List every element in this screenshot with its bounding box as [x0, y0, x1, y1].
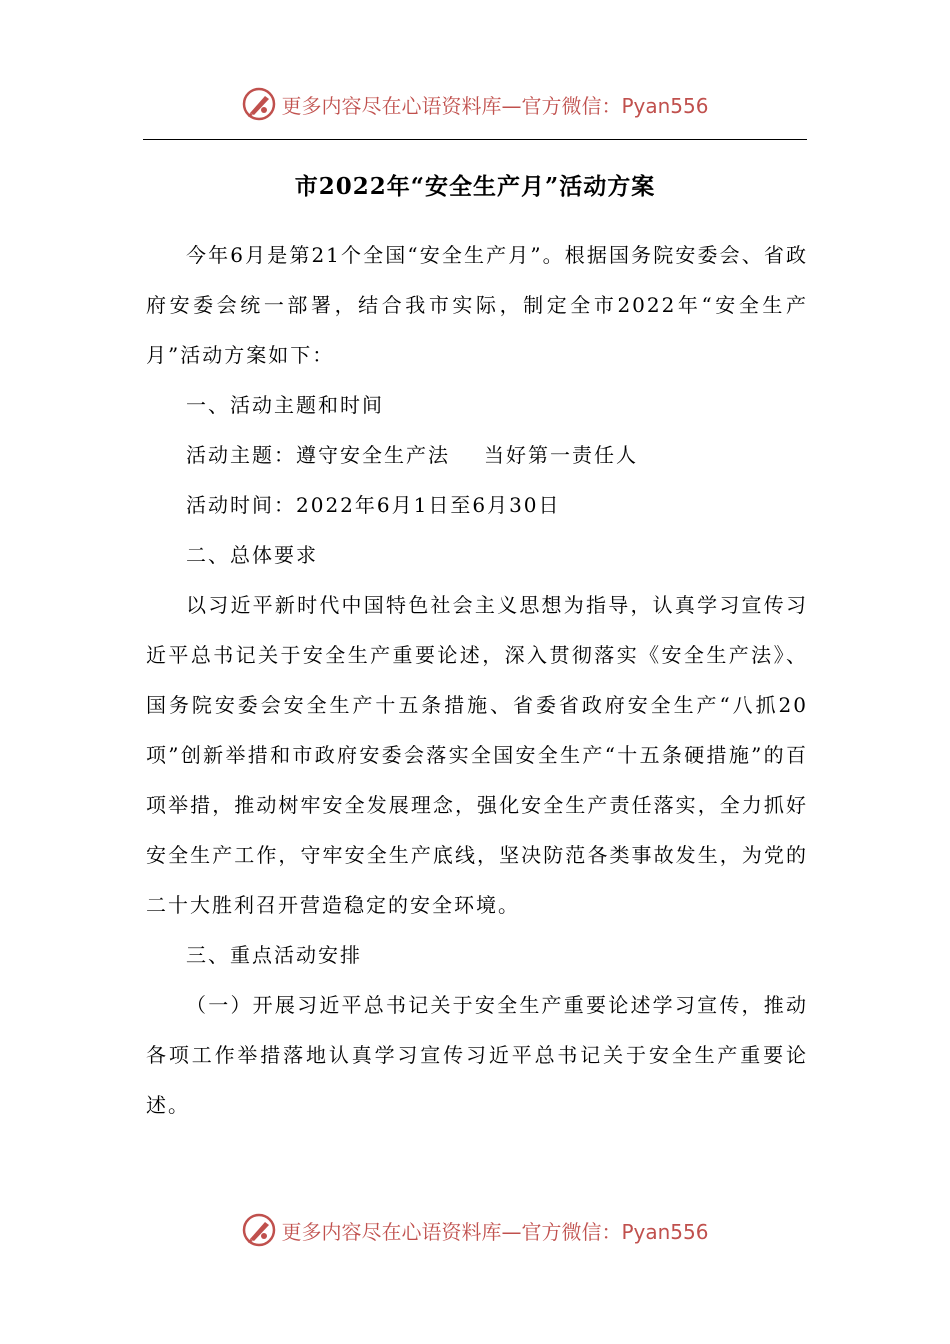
activity-paragraph-1: （一）开展习近平总书记关于安全生产重要论述学习宣传，推动各项工作举措落地认真学习宣传习近平总书记关于安全生产重要论述。: [146, 993, 808, 1117]
theme-part-2: 当好第一责任人: [484, 443, 638, 467]
theme-part-1: 活动主题：遵守安全生产法: [186, 443, 450, 467]
section-heading-2: 二、总体要求: [186, 543, 318, 567]
requirements-paragraph: 以习近平新时代中国特色社会主义思想为指导，认真学习宣传习近平总书记关于安全生产重要论述，深入贯彻落实《安全生产法》、国务院安委会安全生产十五条措施、省委省政府安全生产“八抓20项”创新举措和市政府安委会落实全国安全生产“十五条硬措施”的百项举措，推动树牢安全发展理念，强化安全生产责任落实，全力抓好安全生产工作，守牢安全生产底线，坚决防范各类事故发生，为党的二十大胜利召开营造稳定的安全环境。: [146, 593, 808, 917]
intro-paragraph: 今年6月是第21个全国“安全生产月”。根据国务院安委会、省政府安委会统一部署，结合我市实际，制定全市2022年“安全生产月”活动方案如下：: [146, 243, 808, 367]
theme-line: [146, 430, 808, 480]
watermark-banner-bottom: [0, 1210, 950, 1250]
document-title: 市2022年“安全生产月”活动方案: [294, 173, 656, 200]
watermark-text: 更多内容尽在心语资料库—官方微信：Pyan556: [281, 1219, 709, 1244]
pen-logo-icon: [241, 1212, 277, 1248]
watermark-banner-top: [0, 84, 950, 124]
section-heading-1: 一、活动主题和时间: [186, 393, 384, 417]
section-heading-3: 三、重点活动安排: [186, 943, 362, 967]
header-divider: [143, 139, 807, 140]
time-line: 活动时间：2022年6月1日至6月30日: [186, 493, 561, 517]
watermark-text: 更多内容尽在心语资料库—官方微信：Pyan556: [281, 93, 709, 118]
document-body: [146, 230, 808, 1130]
pen-logo-icon: [241, 86, 277, 122]
